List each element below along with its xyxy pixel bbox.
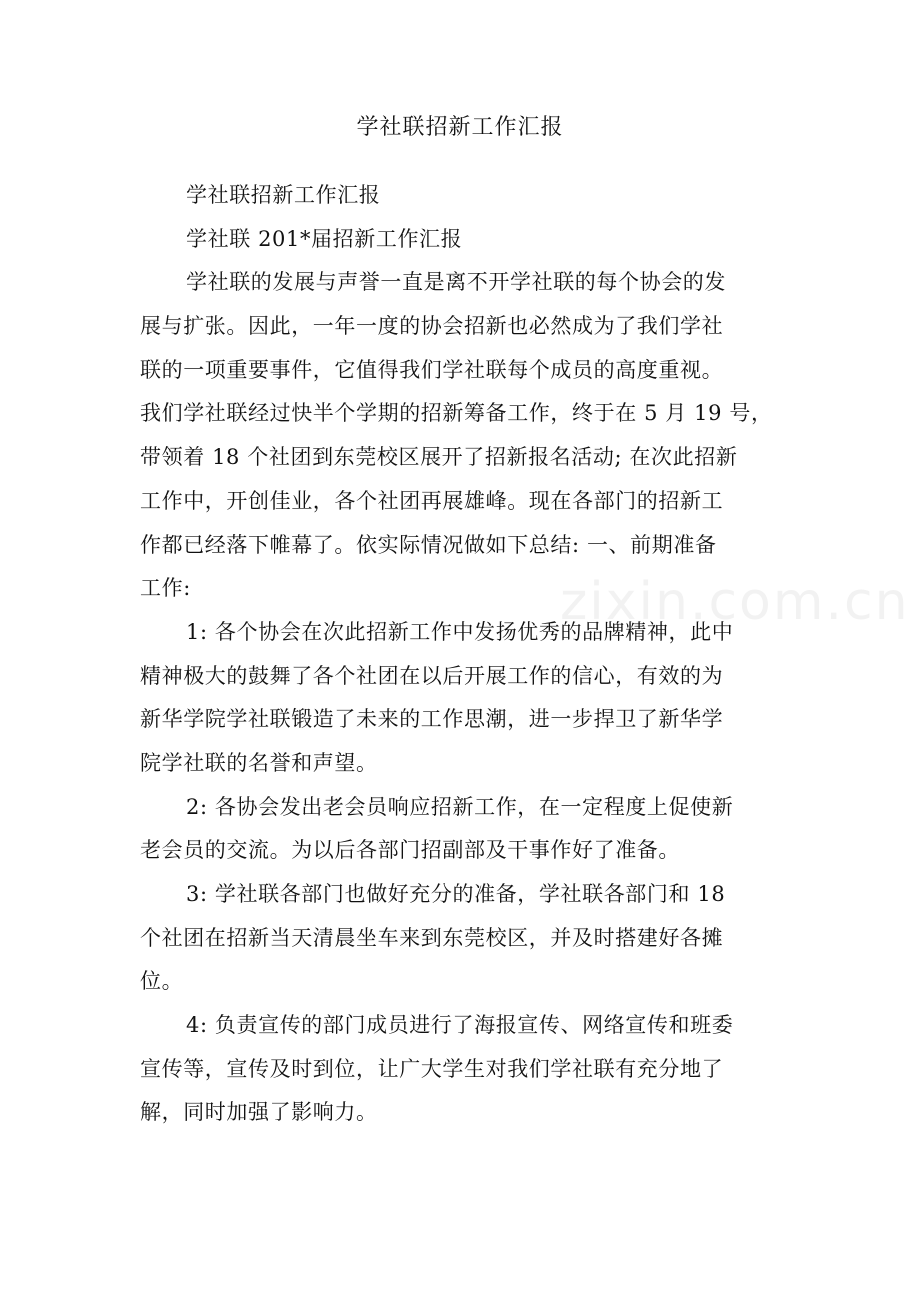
- list-item-line: 宣传等，宣传及时到位，让广大学生对我们学社联有充分地了: [140, 1056, 724, 1081]
- list-item-line: 解，同时加强了影响力。: [140, 1100, 378, 1125]
- list-item-line: 4: 负责宣传的部门成员进行了海报宣传、网络宣传和班委: [186, 1013, 734, 1038]
- document-body: [140, 174, 780, 1135]
- body-line: 联的一项重要事件，它值得我们学社联每个成员的高度重视。: [140, 357, 724, 382]
- list-item-line: 3: 学社联各部门也做好充分的准备，学社联各部门和 18: [186, 882, 726, 906]
- paragraph-subheading-line: 学社联 201*届招新工作汇报: [186, 226, 463, 251]
- body-line: 工作中，开创佳业，各个社团再展雄峰。现在各部门的招新工: [140, 488, 724, 513]
- watermark: zixin.com.cn: [560, 572, 910, 632]
- list-item-line: 院学社联的名誉和声望。: [140, 750, 378, 775]
- body-line: 作都已经落下帷幕了。依实际情况做如下总结: 一、前期准备: [140, 532, 717, 557]
- paragraph-heading-line: 学社联招新工作汇报: [186, 183, 381, 207]
- list-item-line: 1: 各个协会在次此招新工作中发扬优秀的品牌精神，此中: [186, 619, 734, 644]
- body-line: 学社联的发展与声誉一直是离不开学社联的每个协会的发: [186, 270, 726, 295]
- body-line: 我们学社联经过快半个学期的招新筹备工作，终于在 5 月 19 号，: [140, 401, 773, 426]
- document-title: 学社联招新工作汇报: [356, 115, 564, 140]
- body-line: 带领着 18 个社团到东莞校区展开了招新报名活动; 在次此招新: [140, 445, 738, 470]
- list-item-line: 个社团在招新当天清晨坐车来到东莞校区，并及时搭建好各摊: [140, 925, 724, 950]
- list-item-line: 新华学院学社联锻造了未来的工作思潮，进一步捍卫了新华学: [140, 707, 724, 732]
- list-item-line: 老会员的交流。为以后各部门招副部及干事作好了准备。: [140, 838, 680, 863]
- body-line: 展与扩张。因此，一年一度的协会招新也必然成为了我们学社: [140, 314, 724, 339]
- list-item-line: 精神极大的鼓舞了各个社团在以后开展工作的信心，有效的为: [140, 663, 724, 688]
- list-item-line: 2: 各协会发出老会员响应招新工作，在一定程度上促使新: [186, 794, 734, 819]
- list-item-line: 位。: [140, 969, 184, 994]
- body-line: 工作:: [140, 576, 191, 601]
